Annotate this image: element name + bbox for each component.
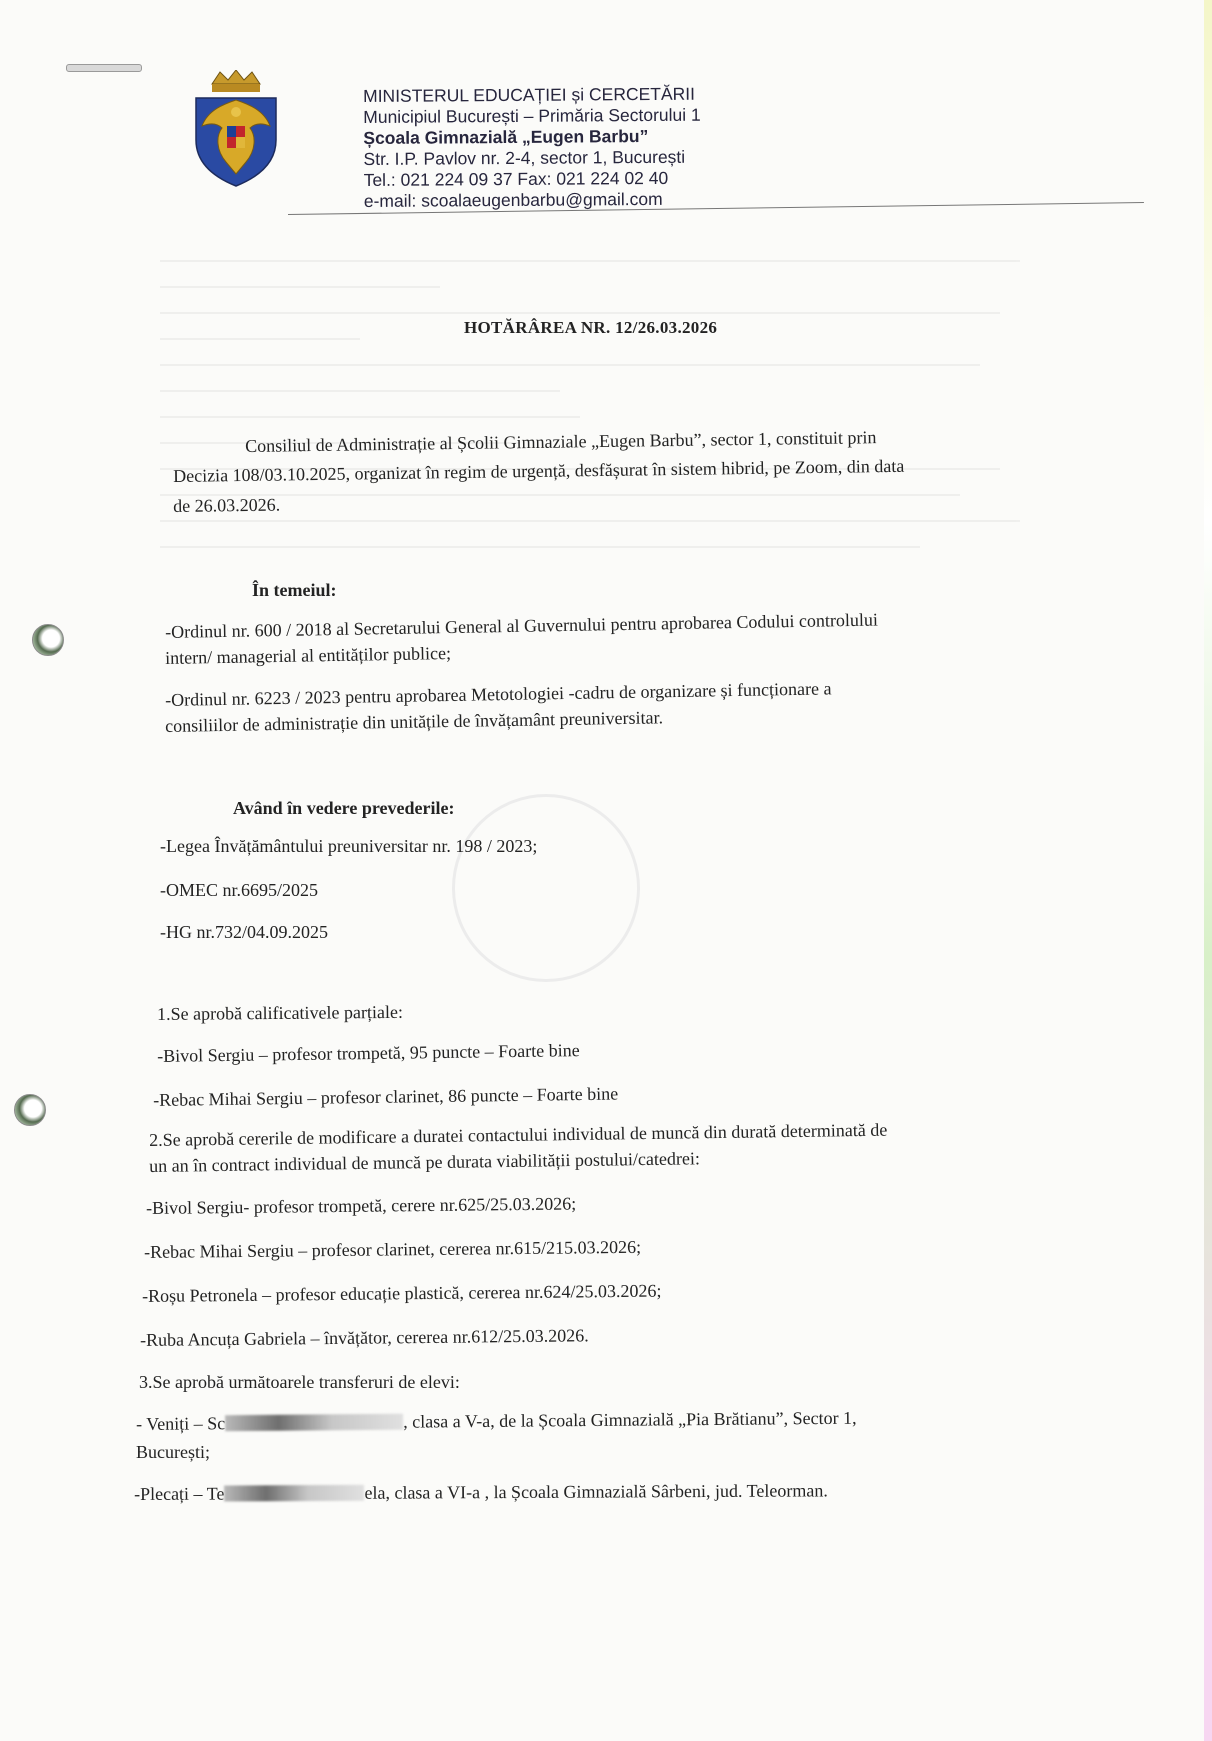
prevederi-heading: Având în vedere prevederile: [233,798,455,818]
decision-3-heading: 3.Se aprobă următoarele transferuri de elevi: [139,1372,460,1392]
decision-2-item-3: -Roșu Petronela – profesor educație plastică, cererea nr.624/25.03.2026; [142,1280,662,1306]
municipality-name: Municipiul București – Primăria Sectorului 1 [363,104,701,127]
ministry-name: MINISTERUL EDUCAȚIEI și CERCETĂRII [363,83,696,106]
intro-line-1: Consiliul de Administrație al Școlii Gimnaziale „Eugen Barbu”, sector 1, constituit prin [245,427,877,456]
transfer-veniti-line-2: București; [136,1442,210,1462]
school-email: e-mail: scoalaeugenbarbu@gmail.com [363,188,663,211]
redacted-name [225,1414,403,1432]
decision-2-item-2: -Rebac Mihai Sergiu – profesor clarinet, cererea nr.615/215.03.2026; [144,1236,642,1262]
decision-title: HOTĂRÂREA NR. 12/26.03.2026 [464,318,718,337]
temei-item-2-line-2: consiliilor de administrație din unitățile de învățamânt preuniversitar. [165,707,664,736]
intro-line-2: Decizia 108/03.10.2025, organizat în regim de urgență, desfășurat în sistem hibrid, pe Zoom, din data [173,455,905,486]
prevederi-item-1: -Legea Învățământului preuniversitar nr. 198 / 2023; [160,836,538,856]
prevederi-item-3: -HG nr.732/04.09.2025 [160,922,328,942]
decision-1-item-1: -Bivol Sergiu – profesor trompetă, 95 puncte – Foarte bine [157,1040,580,1066]
transfer-veniti [136,1408,857,1435]
transfer-plecati-details: ela, clasa a VI-a , la Școala Gimnazială Sârbeni, jud. Teleorman. [364,1480,828,1503]
temei-item-1-line-2: intern/ managerial al entităților publice; [165,643,452,668]
transfer-veniti-prefix: - Veniți – Sc [136,1413,226,1434]
temei-item-1-line-1: -Ordinul nr. 600 / 2018 al Secretarului General al Guvernului pentru aprobarea Codului controlului [165,609,879,642]
prevederi-item-2: -OMEC nr.6695/2025 [160,880,319,900]
school-name: Școala Gimnazială „Eugen Barbu” [363,126,649,148]
redacted-name [224,1485,364,1502]
decision-1-heading: 1.Se aprobă calificativele parțiale: [157,1001,404,1024]
transfer-plecati [134,1480,828,1505]
temei-item-2-line-1: -Ordinul nr. 6223 / 2023 pentru aprobarea Metotologiei -cadru de organizare și funcționare a [165,678,832,710]
school-phone: Tel.: 021 224 09 37 Fax: 021 224 02 40 [363,167,669,190]
decision-1-item-2: -Rebac Mihai Sergiu – profesor clarinet, 86 puncte – Foarte bine [153,1083,619,1110]
temei-heading: În temeiul: [252,580,337,600]
school-address: Str. I.P. Pavlov nr. 2-4, sector 1, București [363,146,686,169]
intro-line-3: de 26.03.2026. [173,494,281,516]
decision-2-item-4: -Ruba Ancuța Gabriela – învățător, cererea nr.612/25.03.2026. [140,1325,589,1350]
decision-2-item-1: -Bivol Sergiu- profesor trompetă, cerere nr.625/25.03.2026; [146,1193,577,1218]
transfer-veniti-details: , clasa a V-a, de la Școala Gimnazială „Pia Brătianu”, Sector 1, [403,1407,857,1432]
decision-2-heading-line-2: un an în contract individual de muncă pe durata viabilității postului/catedrei: [149,1148,701,1176]
decision-2-heading-line-1: 2.Se aprobă cererile de modificare a duratei contactului individual de muncă din durată determinată de [149,1119,888,1150]
transfer-plecati-prefix: -Plecați – Te [134,1483,225,1504]
